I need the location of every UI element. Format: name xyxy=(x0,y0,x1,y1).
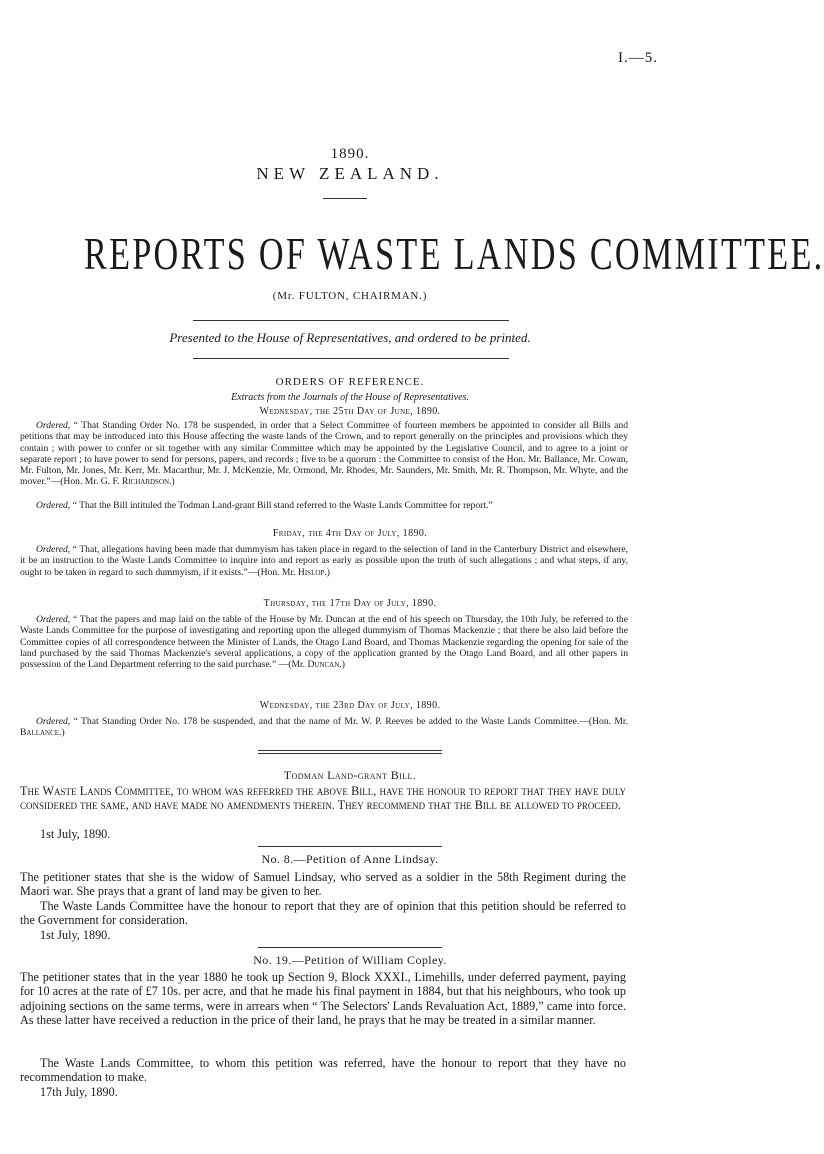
order-paragraph xyxy=(20,500,628,511)
divider xyxy=(258,846,442,847)
order-tail: ) xyxy=(326,566,330,578)
order-date: Thursday, the 17th Day of July, 1890. xyxy=(263,598,437,609)
report-text: The Waste Lands Committee, to whom this petition was referred, have the honour to report that they have no recommendation to make. xyxy=(20,1056,626,1085)
order-mover: Richardson. xyxy=(121,476,172,488)
chairman-line: (Mr. FULTON, CHAIRMAN.) xyxy=(272,290,428,302)
report-paragraph xyxy=(20,970,626,1027)
order-text: “ That Standing Order No. 178 be suspended, and that the name of Mr. W. P. Reeves be added to the Waste Lands Committee.—(Hon. Mr. xyxy=(70,716,628,727)
report-text: The Waste Lands Committee, to whom was referred the above Bill, have the honour to report that they have duly considered the same, and have made no amendments therein. They recommend that the Bill be allowed to proceed. xyxy=(20,784,626,813)
order-date: Friday, the 4th Day of July, 1890. xyxy=(272,528,428,539)
order-tail: ) xyxy=(61,727,65,739)
presented-line: Presented to the House of Representatives, and ordered to be printed. xyxy=(169,330,531,345)
order-mover: Hislop. xyxy=(297,566,327,578)
order-text: “ That the papers and map laid on the table of the House by Mr. Duncan at the end of his speech on Thursday, the 10th July, be referred to the Waste Lands Committee for the purpose of investigating and reporting upon the alleged dummyism of Thomas Mackenzie ; that there be also laid before the Committee copies of all correspondence between the Minister of Lands, the Otago Land Board, and Thomas Mackenzie regarding the opening for sale of the land purchased by the said Thomas Mackenzie's several applications, a copy of the application granted by the Otago Land Board, and all other papers in possession of the Land Department referring to the said purchase.” —(Mr. xyxy=(20,614,628,671)
divider xyxy=(258,753,442,754)
order-mover: Duncan. xyxy=(307,659,342,671)
report-paragraph xyxy=(20,870,626,899)
divider xyxy=(258,947,442,948)
order-paragraph xyxy=(20,614,628,670)
main-title: REPORTS OF WASTE LANDS COMMITTEE. xyxy=(84,229,824,279)
country: NEW ZEALAND. xyxy=(256,164,444,183)
report-title: Todman Land-grant Bill. xyxy=(283,768,417,782)
divider xyxy=(193,358,509,359)
report-date: 17th July, 1890. xyxy=(40,1085,118,1099)
order-lead: Ordered, xyxy=(36,614,71,625)
divider xyxy=(193,320,509,321)
year: 1890. xyxy=(330,146,370,162)
order-paragraph xyxy=(20,716,628,739)
order-lead: Ordered, xyxy=(36,716,71,727)
order-paragraph xyxy=(20,420,628,488)
order-date: Wednesday, the 23rd Day of July, 1890. xyxy=(259,700,441,711)
report-text: The petitioner states that she is the widow of Samuel Lindsay, who served as a soldier in the 58th Regiment during the Maori war. She prays that a grant of land may be given to her. xyxy=(20,870,626,899)
order-text: “ That the Bill intituled the Todman Land-grant Bill stand referred to the Waste Lands Committee for report.” xyxy=(70,500,493,511)
report-text: The petitioner states that in the year 1880 he took up Section 9, Block XXXI., Limehills, under deferred payment, paying for 10 acres at the rate of £7 10s. per acre, and that he made his final payment in 1884, but that his neighbours, who took up adjoining sections on the same terms, were in arrears when “ The Selectors' Lands Revaluation Act, 1889,” came into force. As these latter have received a reduction in the price of their land, he prays that he may be treated in a similar manner. xyxy=(20,970,626,1027)
order-lead: Ordered, xyxy=(36,500,71,511)
order-tail: ) xyxy=(341,659,345,671)
report-paragraph xyxy=(20,1056,626,1085)
report-title: No. 19.—Petition of William Copley. xyxy=(253,953,447,967)
order-text: “ That, allegations having been made that dummyism has taken place in regard to the selection of land in the Canterbury District and elsewhere, it be an instruction to the Waste Lands Committee to inquire into and report as early as possible upon the truth of such allegations ; and what steps, if any, ought to be taken in regard to such dummyism, if it exists.”—(Hon. Mr. xyxy=(20,544,628,578)
report-date: 1st July, 1890. xyxy=(40,827,111,841)
order-mover: Ballance. xyxy=(20,727,62,739)
order-lead: Ordered, xyxy=(36,544,71,555)
report-paragraph xyxy=(20,899,626,928)
order-date: Wednesday, the 25th Day of June, 1890. xyxy=(259,406,441,417)
divider xyxy=(258,750,442,751)
order-text: “ That Standing Order No. 178 be suspended, in order that a Select Committee of fourteen members be appointed to consider all Bills and petitions that may be introduced into this House affecting the waste lands of the Crown, and to report generally on the principles and provisions which they contain ; with power to confer or sit together with any similar Committee which may be appointed by the Legislative Council, and to agree to a joint or separate report ; to have power to send for persons, papers, and records ; five to be a quorum : the Committee to consist of the Hon. Mr. Ballance, Mr. Cowan, Mr. Fulton, Mr. Jones, Mr. Kerr, Mr. Macarthur, Mr. J. McKenzie, Mr. Ormond, Mr. Rhodes, Mr. Saunders, Mr. Smith, Mr. R. Thompson, Mr. Whyte, and the mover.”—(Hon. Mr. G. F. xyxy=(20,420,628,488)
report-title: No. 8.—Petition of Anne Lindsay. xyxy=(261,852,439,866)
report-text: The Waste Lands Committee have the honour to report that they are of opinion that this petition should be referred to the Government for consideration. xyxy=(20,899,626,928)
extracts-line: Extracts from the Journals of the House of Representatives. xyxy=(231,392,469,403)
report-paragraph xyxy=(20,784,626,813)
divider xyxy=(323,198,367,199)
page-reference: I.—5. xyxy=(618,50,658,66)
report-date: 1st July, 1890. xyxy=(40,928,111,942)
order-tail: ) xyxy=(171,476,175,488)
order-lead: Ordered, xyxy=(36,420,71,431)
orders-heading: ORDERS OF REFERENCE. xyxy=(275,376,425,388)
order-paragraph xyxy=(20,544,628,578)
